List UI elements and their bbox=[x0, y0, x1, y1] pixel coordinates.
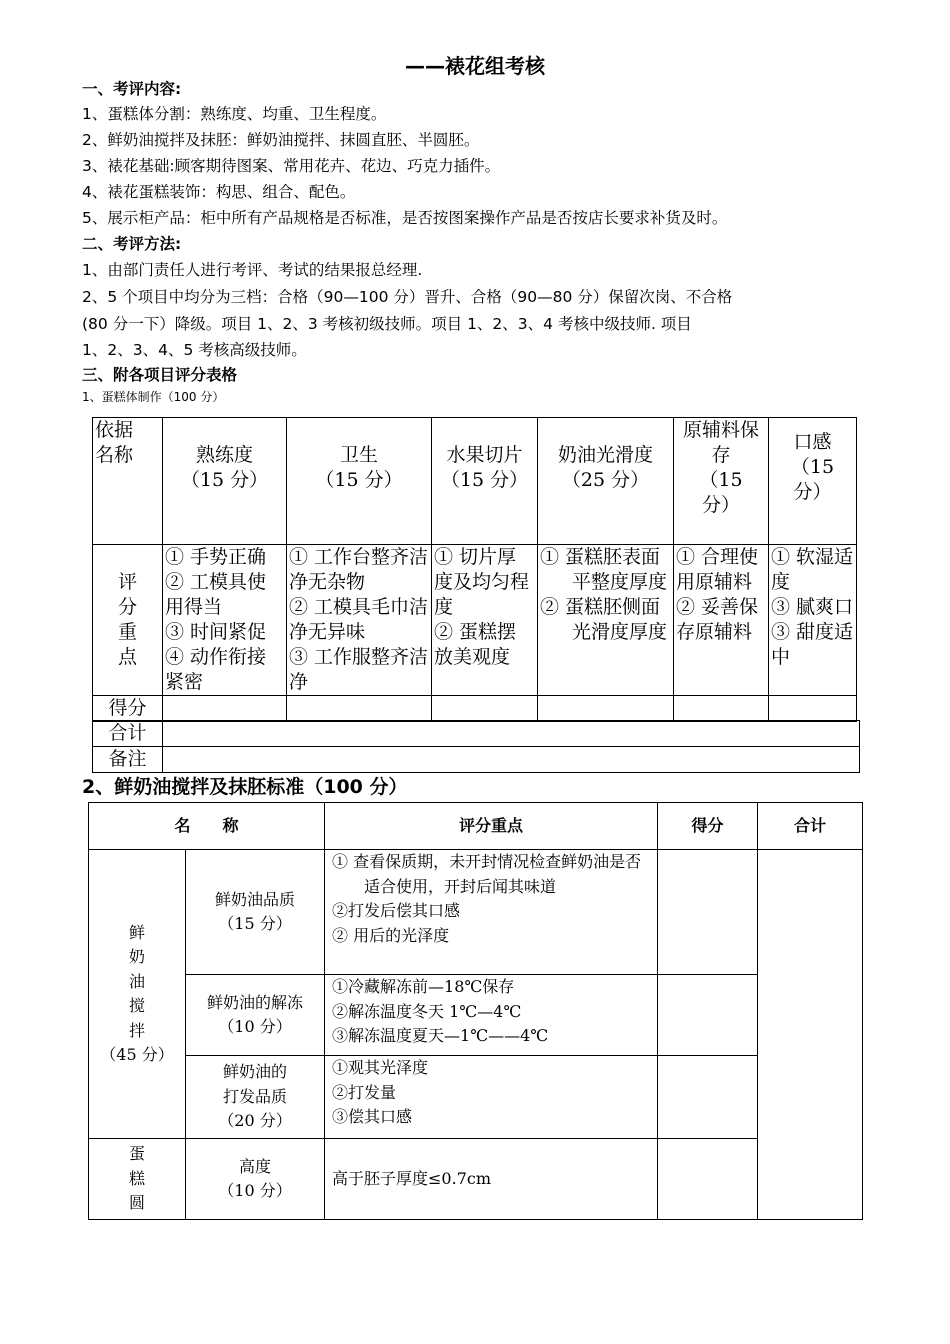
table1-note-row bbox=[93, 747, 860, 773]
item-name-cream-thaw: 鲜奶油的解冻 （10 分） bbox=[186, 975, 325, 1056]
section2-item-1: 1、由部门责任人进行考评、考试的结果报总经理. bbox=[82, 261, 423, 279]
table1-points-taste: ① 软湿适度 ③ 腻爽口 ③ 甜度适中 bbox=[769, 545, 857, 696]
table2-header-total: 合计 bbox=[758, 803, 863, 850]
table1-body-label: 评 分 重 点 bbox=[93, 545, 163, 696]
table-row bbox=[89, 1139, 863, 1220]
table2-header-row bbox=[89, 803, 863, 850]
table1-score-row bbox=[93, 696, 857, 722]
cream-whipping-table bbox=[88, 802, 863, 1220]
section3-heading: 三、附各项目评分表格 bbox=[82, 366, 238, 384]
section1-item-4: 4、裱花蛋糕装饰：构思、组合、配色。 bbox=[82, 183, 356, 201]
section2-item-3: (80 分一下）降级。项目 1、2、3 考核初级技师。项目 1、2、3、4 考核中级技师. 项目 bbox=[82, 315, 692, 333]
section1-heading: 一、考评内容: bbox=[82, 80, 182, 98]
table1-col-proficiency: 熟练度 （15 分） bbox=[163, 418, 287, 545]
cake-body-score-table bbox=[92, 417, 857, 722]
item-name-height: 高度 （10 分） bbox=[186, 1139, 325, 1220]
section1-item-3: 3、裱花基础:顾客期待图案、常用花卉、花边、巧克力插件。 bbox=[82, 157, 501, 175]
table1-points-storage: ① 合理使用原辅料 ② 妥善保存原辅料 bbox=[674, 545, 769, 696]
score-cell-cream-quality[interactable] bbox=[658, 850, 758, 975]
table-row bbox=[89, 850, 863, 975]
table1-caption: 1、蛋糕体制作（100 分） bbox=[82, 390, 225, 404]
table1-total-row bbox=[93, 721, 860, 747]
table2-header-name: 名 称 bbox=[89, 803, 325, 850]
group-label-cream-whipping: 鲜 奶 油 搅 拌 （45 分） bbox=[89, 850, 186, 1139]
table1-col-fruit-slice: 水果切片 （15 分） bbox=[432, 418, 538, 545]
item-points-cream-quality: ① 查看保质期，未开封情况检查鲜奶油是否适合使用，开封后闻其味道 ②打发后偿其口感 ② 用后的光泽度 bbox=[325, 850, 658, 975]
table1-points-fruit-slice: ① 切片厚度及均匀程度 ② 蛋糕摆放美观度 bbox=[432, 545, 538, 696]
total-cell-table2[interactable] bbox=[758, 850, 863, 1220]
page-title: ——裱花组考核 bbox=[405, 54, 545, 78]
table1-body-row bbox=[93, 545, 857, 696]
table1-col-cream-smoothness: 奶油光滑度 （25 分） bbox=[538, 418, 674, 545]
table2-header-score: 得分 bbox=[658, 803, 758, 850]
score-cell-cream[interactable] bbox=[538, 696, 674, 722]
section2-heading: 二、考评方法: bbox=[82, 235, 182, 253]
group-label-cake-round: 蛋 糕 圆 bbox=[89, 1139, 186, 1220]
item-points-cream-thaw: ①冷藏解冻前—18℃保存 ②解冻温度冬天 1℃—4℃ ③解冻温度夏天—1℃——4℃ bbox=[325, 975, 658, 1056]
score-cell-hygiene[interactable] bbox=[287, 696, 432, 722]
section2-item-2: 2、5 个项目中均分为三档：合格（90—100 分）晋升、合格（90—80 分）保留次岗、不合格 bbox=[82, 288, 733, 306]
table1-score-label: 得分 bbox=[93, 696, 163, 722]
score-cell-fruit-slice[interactable] bbox=[432, 696, 538, 722]
table1-col-storage: 原辅料保 存 （15 分） bbox=[674, 418, 769, 545]
score-cell-storage[interactable] bbox=[674, 696, 769, 722]
table1-points-cream: ① 蛋糕胚表面平整度厚度 ② 蛋糕胚侧面光滑度厚度 bbox=[538, 545, 674, 696]
table1-col-hygiene: 卫生 （15 分） bbox=[287, 418, 432, 545]
item-points-whip-quality: ①观其光泽度 ②打发量 ③偿其口感 bbox=[325, 1056, 658, 1139]
item-points-height: 高于胚子厚度≤0.7cm bbox=[325, 1139, 658, 1220]
table2-header-points: 评分重点 bbox=[325, 803, 658, 850]
table1-summary bbox=[92, 720, 860, 773]
section2-item-4: 1、2、3、4、5 考核高级技师。 bbox=[82, 341, 307, 359]
table1-label-cell: 依据 名称 bbox=[93, 418, 163, 545]
table1-col-taste: 口感 （15 分） bbox=[769, 418, 857, 545]
score-cell-whip-quality[interactable] bbox=[658, 1056, 758, 1139]
note-cell[interactable] bbox=[163, 747, 860, 773]
section1-item-5: 5、展示柜产品：柜中所有产品规格是否标准，是否按图案操作产品是否按店长要求补货及时。 bbox=[82, 209, 728, 227]
score-cell-height[interactable] bbox=[658, 1139, 758, 1220]
table-row bbox=[89, 1056, 863, 1139]
table1-header-row bbox=[93, 418, 857, 545]
total-cell[interactable] bbox=[163, 721, 860, 747]
item-name-whip-quality: 鲜奶油的 打发品质 （20 分） bbox=[186, 1056, 325, 1139]
score-cell-taste[interactable] bbox=[769, 696, 857, 722]
score-cell-proficiency[interactable] bbox=[163, 696, 287, 722]
table1-points-hygiene: ① 工作台整齐洁净无杂物 ② 工模具毛巾洁净无异味 ③ 工作服整齐洁净 bbox=[287, 545, 432, 696]
item-name-cream-quality: 鲜奶油品质 （15 分） bbox=[186, 850, 325, 975]
score-cell-cream-thaw[interactable] bbox=[658, 975, 758, 1056]
table1-total-label: 合计 bbox=[93, 721, 163, 747]
table1-points-proficiency: ① 手势正确 ② 工模具使用得当 ③ 时间紧促 ④ 动作衔接紧密 bbox=[163, 545, 287, 696]
table1-note-label: 备注 bbox=[93, 747, 163, 773]
table-row bbox=[89, 975, 863, 1056]
section1-item-1: 1、蛋糕体分割：熟练度、均重、卫生程度。 bbox=[82, 105, 387, 123]
section1-item-2: 2、鲜奶油搅拌及抹胚：鲜奶油搅拌、抹圆直胚、半圆胚。 bbox=[82, 131, 480, 149]
table2-title: 2、鲜奶油搅拌及抹胚标准（100 分） bbox=[82, 776, 408, 798]
